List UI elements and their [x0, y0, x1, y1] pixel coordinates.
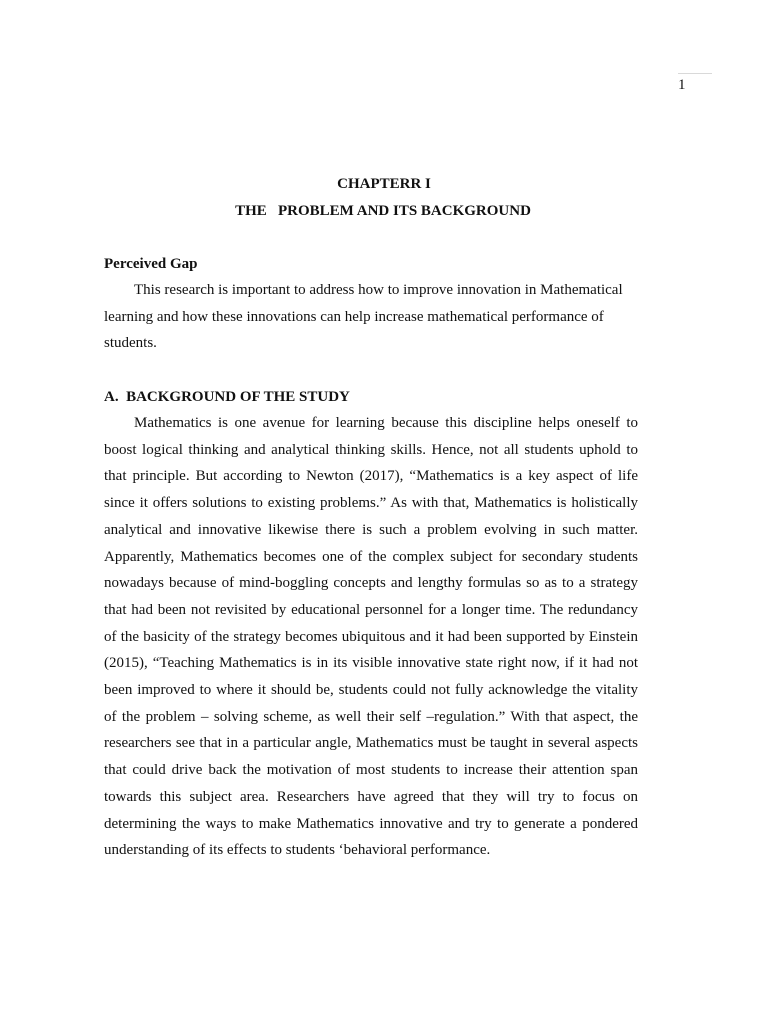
- background-of-study-paragraph: Mathematics is one avenue for learning because this discipline helps oneself to boost logical thinking and analytical thinking skills. Hence, not all students uphold to that principle. But according to Newton (2017), “Mathematics is a key aspect of life since it offers solutions to existing problems.” As with that, Mathematics is holistically analytical and innovative likewise there is such a problem evolving in such matter. Apparently, Mathematics becomes one of the complex subject for secondary students nowadays because of mind-boggling concepts and lengthy formulas so as to a strategy that had been not revisited by educational personnel for a longer time. The redundancy of the basicity of the strategy becomes ubiquitous and it had been supported by Einstein (2015), “Teaching Mathematics is in its visible innovative state right now, if it had not been improved to where it should be, students could not fully acknowledge the vitality of the problem – solving scheme, as well their self –regulation.” With that aspect, the researchers see that in a particular angle, Mathematics must be taught in several aspects that could drive back the motivation of most students to increase their attention span towards this subject area. Researchers have agreed that they will try to focus on determining the ways to make Mathematics innovative and try to generate a pondered understanding of its effects to students ‘behavioral performance.: [104, 415, 638, 859]
- perceived-gap-heading: Perceived Gap: [104, 256, 198, 272]
- main-title: THE PROBLEM AND ITS BACKGROUND: [235, 203, 531, 219]
- background-of-study-heading: A. BACKGROUND OF THE STUDY: [104, 389, 350, 405]
- page-number: 1: [678, 77, 686, 93]
- chapter-title: CHAPTERR I: [337, 176, 431, 192]
- perceived-gap-paragraph: This research is important to address how to improve innovation in Mathematical learning and how these innovations can help increase mathematical performance of students.: [104, 282, 623, 352]
- page-header-rule: [678, 73, 712, 74]
